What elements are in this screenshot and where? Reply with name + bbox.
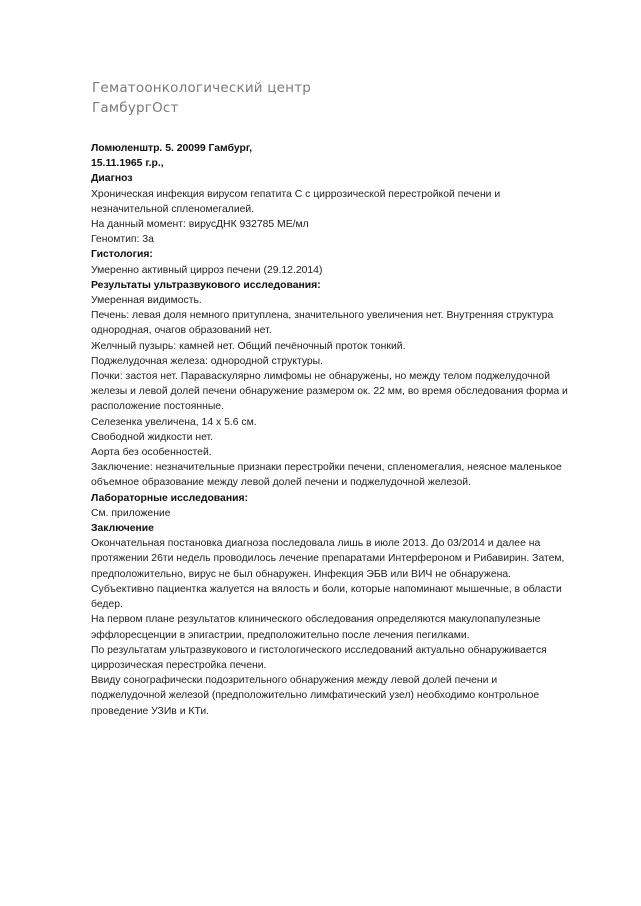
ultrasound-line: Заключение: незначительные признаки перестройки печени, спленомегалия, неясное маленькое bbox=[91, 462, 562, 474]
conclusion-line: Субъективно пациентка жалуется на вялость и боли, которые напоминают мышечные, в области bbox=[91, 583, 562, 595]
viral-load: На данный момент: вирусДНК 932785 МЕ/мл bbox=[91, 219, 309, 231]
conclusion-line: На первом плане результатов клинического обследования определяются макулопапулезные bbox=[91, 614, 541, 626]
histology-heading: Гистология: bbox=[91, 249, 153, 261]
ultrasound-line: Печень: левая доля немного притуплена, значительного увеличения нет. Внутренняя структура bbox=[91, 310, 554, 322]
lab-text: См. приложение bbox=[91, 507, 171, 519]
ultrasound-line: Желчный пузырь: камней нет. Общий печёночный проток тонкий. bbox=[91, 340, 406, 352]
diagnosis-heading: Диагноз bbox=[91, 173, 133, 185]
conclusion-line: циррозическая перестройка печени. bbox=[91, 659, 267, 671]
letterhead-line-2: ГамбургОст bbox=[92, 100, 179, 116]
conclusion-line: проведение УЗИв и КТи. bbox=[91, 705, 210, 717]
conclusion-line: протяжении 26ти недель проводилось лечение препаратами Интерфероном и Рибавирин. Затем, bbox=[91, 553, 565, 565]
ultrasound-line: Умеренная видимость. bbox=[91, 295, 202, 307]
letterhead-line-1: Гематоонкологический центр bbox=[92, 80, 312, 96]
patient-dob: 15.11.1965 г.р., bbox=[91, 158, 164, 170]
ultrasound-line: железы и левой долей печени обнаружение размером ок. 22 мм, во время обследования форма и bbox=[91, 386, 568, 398]
ultrasound-line: Почки: застоя нет. Паравaскулярно лимфомы не обнаружены, но между телом поджелудочной bbox=[91, 371, 551, 383]
patient-address: Ломюленштр. 5. 20099 Гамбург, bbox=[91, 143, 253, 154]
ultrasound-line: Селезенка увеличена, 14 х 5.6 см. bbox=[91, 416, 257, 428]
conclusion-line: Окончательная постановка диагноза последовала лишь в июле 2013. До 03/2014 и далее на bbox=[91, 538, 541, 550]
conclusion-line: поджелудочной железой (предположительно лимфатический узел) необходимо контрольное bbox=[91, 690, 540, 702]
diagnosis-line: Хроническая инфекция вирусом гепатита С с циррозической перестройкой печени и bbox=[91, 188, 501, 200]
genotype: Геномтип: 3а bbox=[91, 234, 154, 246]
ultrasound-line: однородная, очагов образований нет. bbox=[91, 325, 272, 337]
ultrasound-line: Аорта без особенностей. bbox=[91, 447, 212, 459]
diagnosis-line: незначительной спленомегалией. bbox=[91, 203, 255, 215]
histology-text: Умеренно активный цирроз печени (29.12.2014) bbox=[91, 264, 323, 276]
conclusion-line: Ввиду сонографически подозрительного обнаружения между левой долей печени и bbox=[91, 675, 498, 687]
ultrasound-line: объемное образование между левой долей печени и поджелудочной железой. bbox=[91, 477, 471, 489]
ultrasound-line: Свободной жидкости нет. bbox=[91, 431, 214, 443]
conclusion-line: По результатам ультразвукового и гистологического исследований актуально обнаруживается bbox=[91, 644, 547, 656]
ultrasound-line: расположение постоянные. bbox=[91, 401, 224, 413]
letterhead bbox=[92, 78, 311, 118]
conclusion-heading: Заключение bbox=[91, 523, 154, 535]
conclusion-line: предположительно, вирус не был обнаружен. Инфекция ЭБВ или ВИЧ не обнаружена. bbox=[91, 568, 511, 580]
ultrasound-line: Поджелудочная железа: однородной структуры. bbox=[91, 355, 324, 367]
ultrasound-heading: Результаты ультразвукового исследования: bbox=[91, 279, 321, 291]
conclusion-line: эффлоресценции в эпигастрии, предположительно после лечения пегилками. bbox=[91, 629, 470, 641]
document-body bbox=[91, 141, 621, 719]
lab-heading: Лабораторные исследования: bbox=[91, 492, 249, 504]
conclusion-line: бедер. bbox=[91, 599, 123, 611]
